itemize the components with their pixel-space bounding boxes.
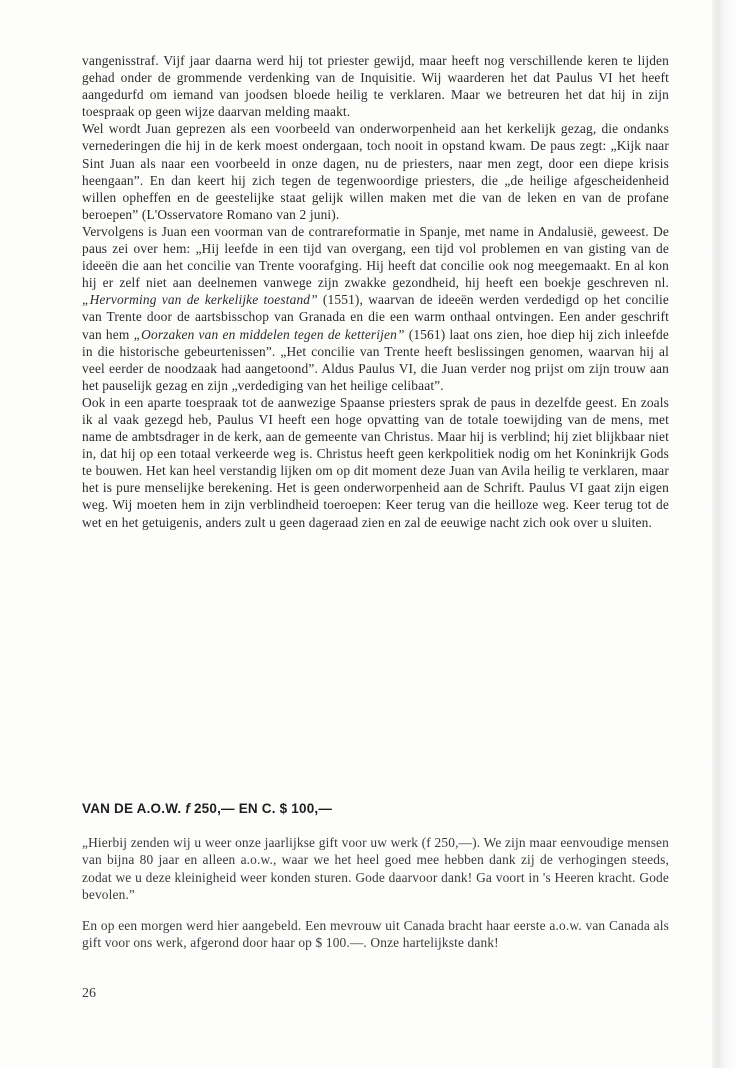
section-body <box>82 834 669 966</box>
text-segment: Ook in een aparte toespraak tot de aanwezige Spaanse priesters sprak de paus in dezelfde geest. En zoals ik al vaak gezegd heb, Paulus VI heeft een hoge opvatting van de totale toewijding van de mens, met name de ambtsdrager in de kerk, aan de gemeente van Christus. Maar hij is verblind; hij ziet blijkbaar niet in, dat hij op een totaal verkeerde weg is. Christus heeft geen kerkpolitiek nodig om het Koninkrijk Gods te bouwen. Het kan heel verstandig lijken om op dit moment deze Juan van Avila heilig te verklaren, maar het is pure menselijke berekening. Het is geen onderworpenheid aan de Schrift. Paulus VI gaat zijn eigen weg. Wij moeten hem in zijn verblindheid toeroepen: Keer terug van die heilloze weg. Keer terug tot de wet en het getuigenis, anders zult u geen dageraad zien en zal de eeuwige nacht zich ook over u sluiten. <box>82 394 669 530</box>
text-segment: (1551), waarvan de ideeën werden verdedigd op het concilie van Trente door de aartsbisschop van Granada en die een warm onthaal ontvingen. Een ander geschrift van hem <box>82 292 669 342</box>
text-segment: Wel wordt Juan geprezen als een voorbeeld van onderworpenheid aan het kerkelijk gezag, die ondanks vernederingen die hij in de kerk moest ondergaan, toch nooit in opstand kwam. De paus zegt: „Kijk naar Sint Juan als naar een voorbeeld in onze dagen, nu de priesters, naar men zegt, door een diepe krisis heengaan”. En dan keert hij zich tegen de tegenwoordige priesters, die „de heilige afgescheidenheid willen opheffen en de geestelijke staat gelijk willen maken met die van de leken en van de profane beroepen” (L'Osservatore Romano van 2 juni). <box>82 121 669 222</box>
article-paragraph <box>82 120 669 223</box>
text-segment: (1561) laat ons zien, hoe diep hij zich inleefde in die historische gebeurtenissen”. „Het concilie van Trente heeft beslissingen genomen, waarvan hij al veel eerder de noodzaak had aangetoond”. Aldus Paulus VI, die Juan verder nog prijst om zijn trouw aan het pauselijk gezag en zijn „verdediging van het heilige celibaat”. <box>82 326 669 393</box>
heading-florin-sign: f <box>185 801 191 816</box>
text-segment: Vervolgens is Juan een voorman van de contrareformatie in Spanje, met name in Andalusië, geweest. De paus zei over hem: „Hij leefde in een tijd van overgang, een tijd vol problemen en van gisting van de ideeën die aan het concilie van Trente voorafging. Hij heeft dat concilie ook nog meegemaakt. En al kon hij er zelf niet aan deelnemen vanwege zijn zwakke gezondheid, hij heeft een boekje geschreven nl. <box>82 223 669 291</box>
text-segment: vangenisstraf. Vijf jaar daarna werd hij tot priester gewijd, maar heeft nog verschillende keren te lijden gehad onder de grommende verdenking van de Inquisitie. Wij waarderen het dat Paulus VI het heeft aangedurfd om iemand van joodsen bloede heilig te verklaren. Maar we betreuren het dat hij in zijn toespraak op geen wijze daarvan melding maakt. <box>82 53 669 120</box>
section-paragraph-canada: En op een morgen werd hier aangebeld. Een mevrouw uit Canada bracht haar eerste a.o.w. van Canada als gift voor ons werk, afgerond door haar op $ 100.—. Onze hartelijkste dank! <box>82 918 669 951</box>
article-paragraph <box>82 223 669 394</box>
article-body <box>82 52 669 531</box>
article-paragraph <box>82 52 669 120</box>
section-heading <box>82 801 669 816</box>
book-title-hervorming: „Hervorming van de kerkelijke toestand” <box>82 292 318 308</box>
page-number: 26 <box>82 986 96 1001</box>
article-paragraph <box>82 394 669 531</box>
section-paragraph-letter: „Hierbij zenden wij u weer onze jaarlijkse gift voor uw werk (f 250,—). We zijn maar eenvoudige mensen van bijna 80 jaar en alleen a.o.w., waar we het heel goed mee hebben dank zij de verhogingen steeds, zodat we u deze kleinigheid weer konden sturen. Gode daarvoor dank! Ga voort in 's Heeren kracht. Gode bevolen.” <box>82 835 669 902</box>
heading-suffix: 250,— EN C. $ 100,— <box>190 801 333 816</box>
heading-prefix: VAN DE A.O.W. <box>82 801 186 816</box>
page-binding-edge <box>712 0 738 1068</box>
book-title-oorzaken: „Oorzaken van en middelen tegen de ketterijen” <box>133 326 405 342</box>
